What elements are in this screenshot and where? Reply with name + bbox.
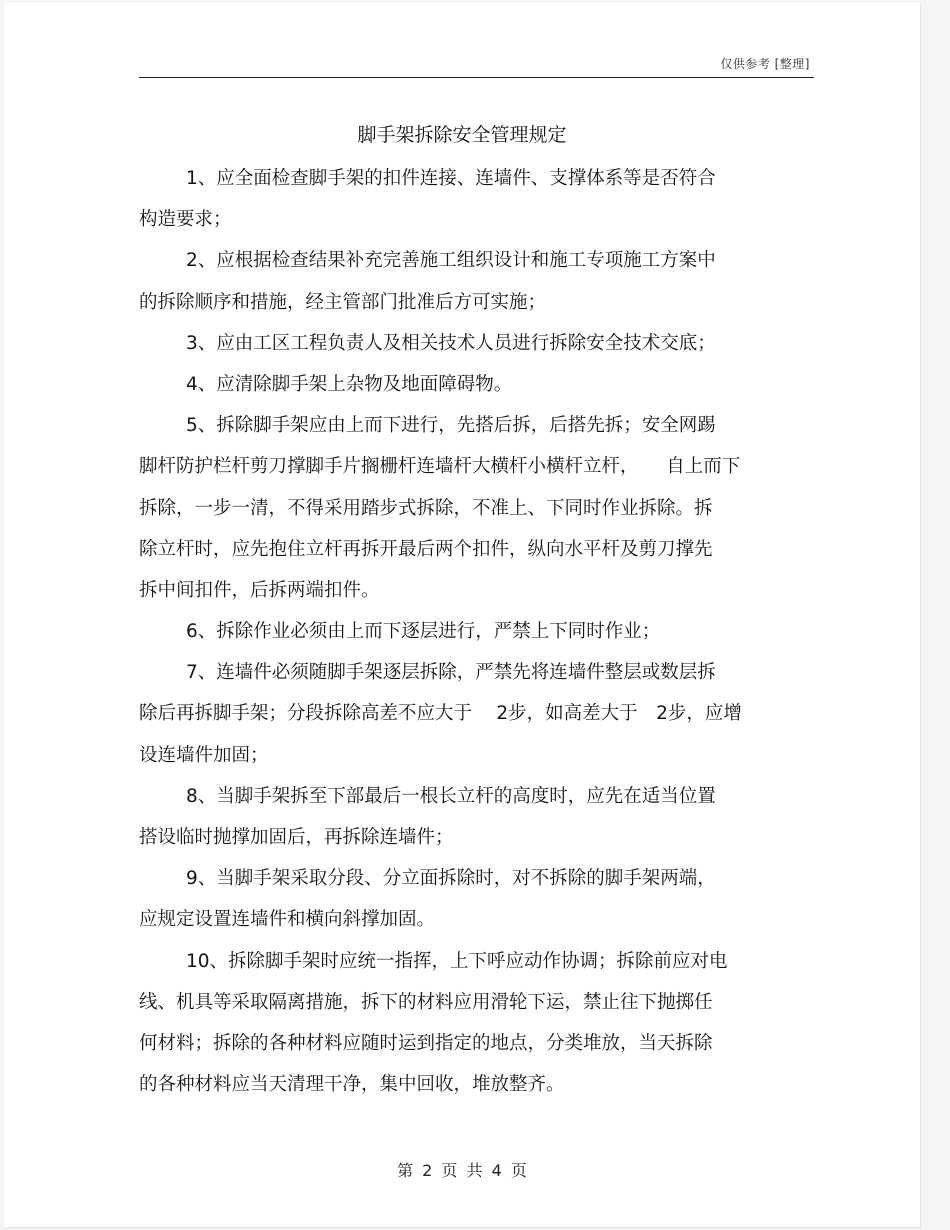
paragraph-8-line-2: 搭设临时抛撑加固后，再拆除连墙件； <box>139 827 454 848</box>
paragraph-9-line-2: 应规定设置连墙件和横向斜撑加固。 <box>139 909 436 931</box>
paragraph-1-line-1: 1、应全面检查脚手架的扣件连接、连墙件、支撑体系等是否符合 <box>186 168 716 189</box>
paragraph-5-line-5: 拆中间扣件，后拆两端扣件。 <box>139 579 380 601</box>
paragraph-10-line-2: 线、机具等采取隔离措施，拆下的材料应用滑轮下运，禁止往下抛掷任 <box>139 991 713 1013</box>
header-divider <box>139 77 814 78</box>
paragraph-10-line-1: 10、拆除脚手架时应统一指挥，上下呼应动作协调；拆除前应对电 <box>186 950 728 972</box>
paragraph-7-line-1: 7、连墙件必须随脚手架逐层拆除，严禁先将连墙件整层或数层拆 <box>186 662 716 684</box>
paragraph-8-line-1: 8、当脚手架拆至下部最后一根长立杆的高度时，应先在适当位置 <box>186 785 716 807</box>
paragraph-1-line-2: 构造要求； <box>139 209 232 231</box>
paragraph-5-line-3: 拆除，一步一清，不得采用踏步式拆除，不准上、下同时作业拆除。拆 <box>139 497 713 519</box>
paragraph-9-line-1: 9、当脚手架采取分段、分立面拆除时，对不拆除的脚手架两端， <box>186 868 716 890</box>
paragraph-10-line-3: 何材料；拆除的各种材料应随时运到指定的地点，分类堆放，当天拆除 <box>139 1032 713 1054</box>
paragraph-5-line-1: 5、拆除脚手架应由上而下进行，先搭后拆，后搭先拆；安全网踢 <box>186 415 716 437</box>
paragraph-2-line-1: 2、应根据检查结果补充完善施工组织设计和施工专项施工方案中 <box>186 250 716 272</box>
document-title: 脚手架拆除安全管理规定 <box>357 124 567 146</box>
paragraph-6-line-1: 6、拆除作业必须由上而下逐层进行，严禁上下同时作业； <box>186 621 661 643</box>
document-page <box>4 3 921 1228</box>
paragraph-5-line-4: 除立杆时，应先抱住立杆再拆开最后两个扣件，纵向水平杆及剪刀撑先 <box>139 538 713 560</box>
paragraph-7-line-2: 除后再拆脚手架；分段拆除高差不应大于 2步，如高差大于 2步，应增 <box>139 703 742 725</box>
page-number-footer: 第 2 页 共 4 页 <box>397 1161 527 1180</box>
paragraph-2-line-2: 的拆除顺序和措施，经主管部门批准后方可实施； <box>139 291 547 313</box>
document-body <box>139 158 809 1105</box>
paragraph-7-line-3: 设连墙件加固； <box>139 744 269 766</box>
paragraph-3-line-1: 3、应由工区工程负责人及相关技术人员进行拆除安全技术交底； <box>186 332 716 354</box>
header-note: 仅供参考 [整理] <box>720 57 810 71</box>
paragraph-4-line-1: 4、应清除脚手架上杂物及地面障碍物。 <box>186 373 513 395</box>
paragraph-5-line-2: 脚杆防护栏杆剪刀撑脚手片搁栅杆连墙杆大横杆小横杆立杆， 自上而下 <box>139 456 741 478</box>
paragraph-10-line-4: 的各种材料应当天清理干净，集中回收，堆放整齐。 <box>139 1074 565 1096</box>
